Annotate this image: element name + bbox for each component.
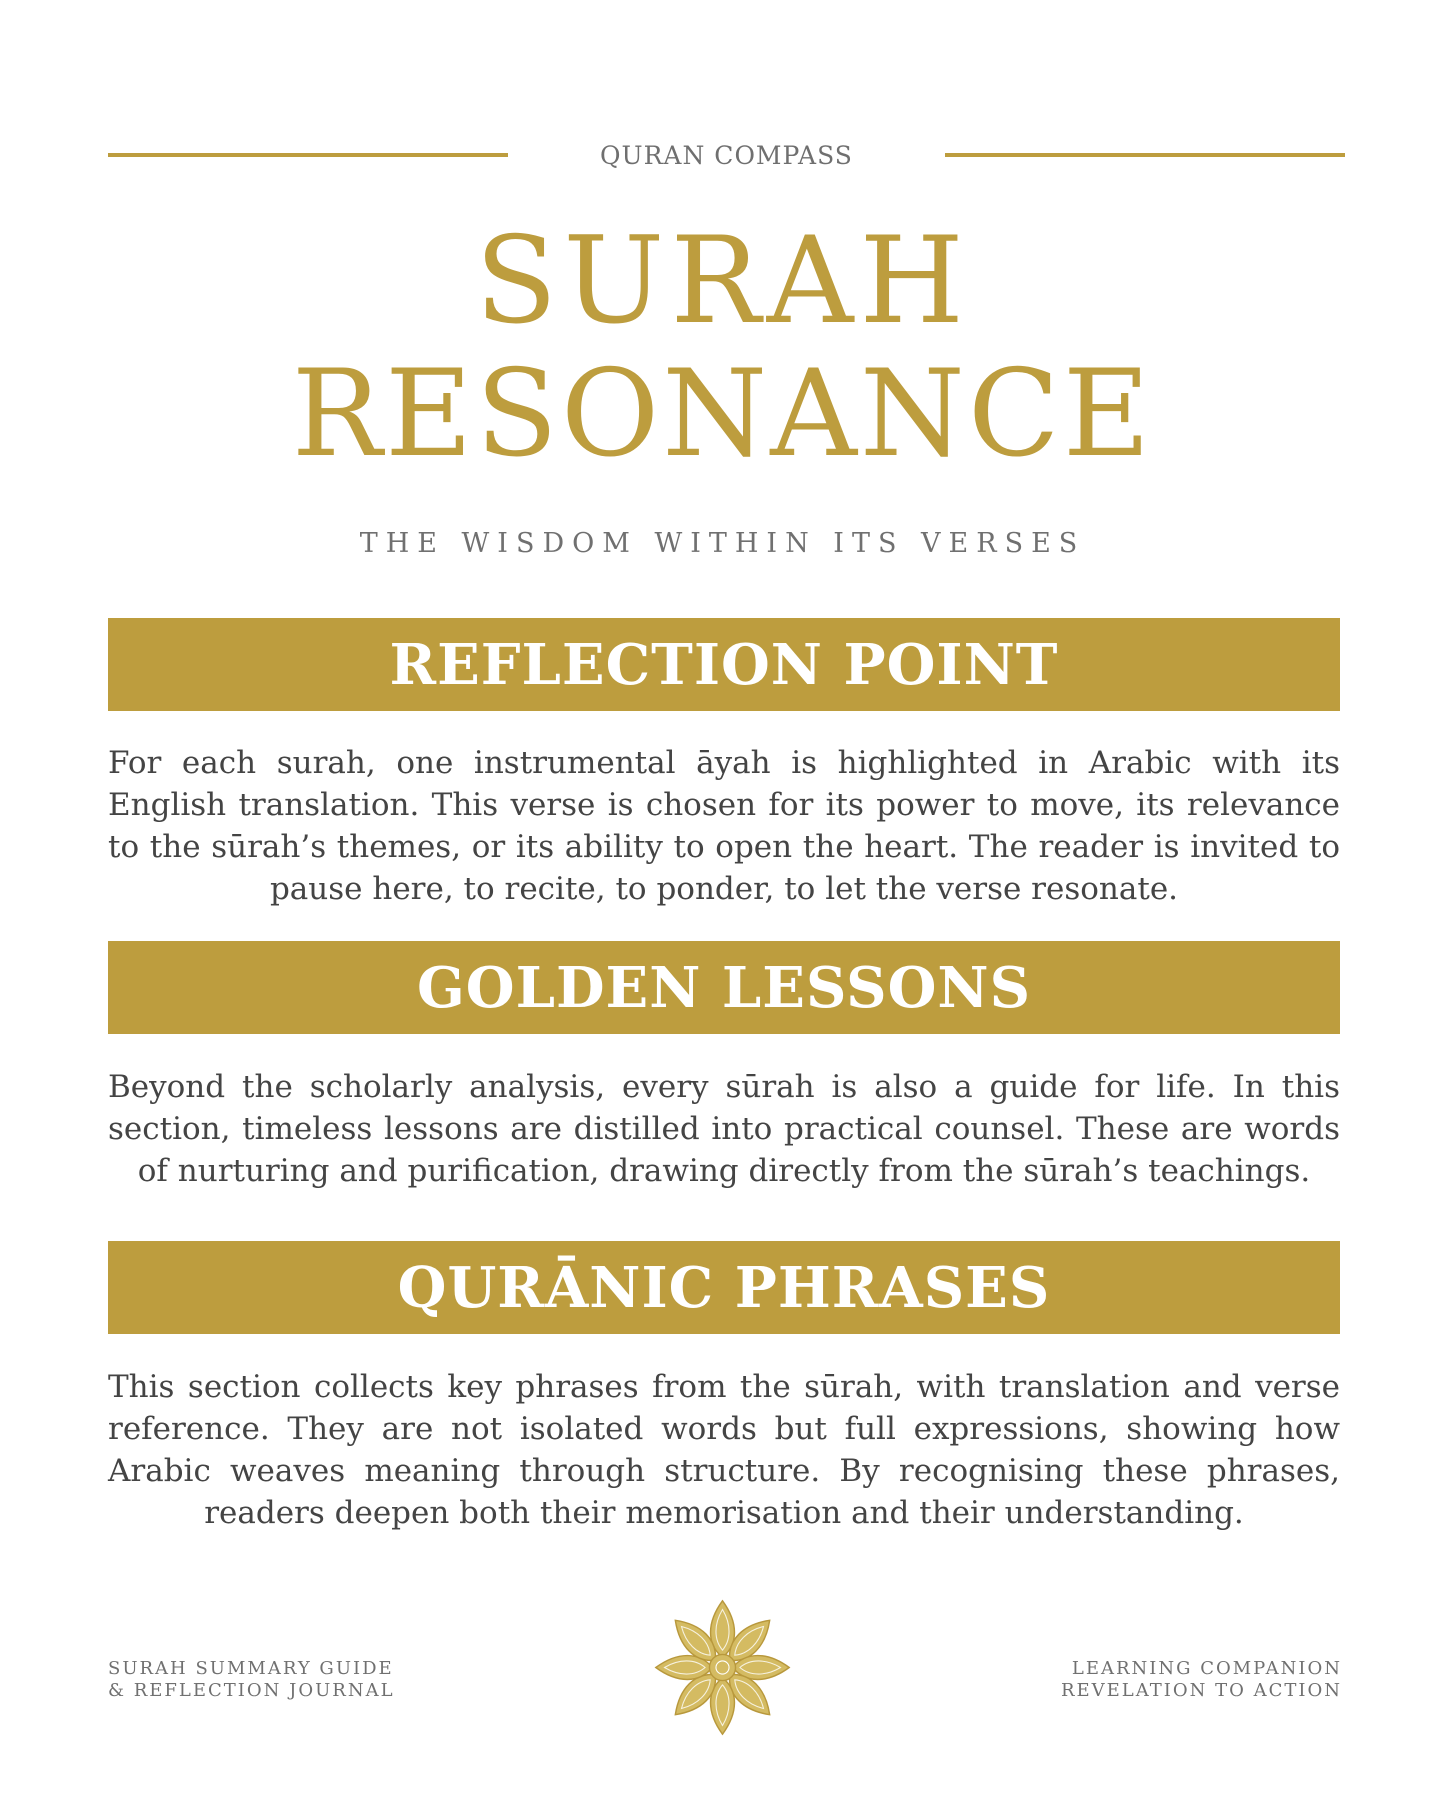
footer-left-line-1: SURAH SUMMARY GUIDE [108,1658,394,1679]
header-rule-right [945,153,1345,157]
eight-petal-flower-icon [650,1585,795,1750]
footer-left [108,1658,395,1702]
header-row [108,140,1345,170]
section-heading-quranic-phrases: QURĀNIC PHRASES [108,1241,1340,1334]
section-body-golden-lessons: Beyond the scholarly analysis, every sūrah is also a guide for life. In this section, timeless lessons are distilled into practical counsel. These are words of nurturing and purification, drawing directly from the sūrah’s teachings. [108,1069,1340,1189]
section-body-quranic-phrases: This section collects key phrases from the sūrah, with translation and verse reference. They are not isolated words but full expressions, showing how Arabic weaves meaning through structure. By recognising these phrases, readers deepen both their memorisation and their understanding. [108,1369,1340,1531]
section-heading-golden-lessons: GOLDEN LESSONS [108,941,1340,1034]
footer-right-line-2: REVELATION TO ACTION [1060,1680,1342,1701]
subtitle: THE WISDOM WITHIN ITS VERSES [359,528,1086,559]
header-rule-left [108,153,508,157]
section-body-reflection-point: For each surah, one instrumental āyah is highlighted in Arabic with its English translation. This verse is chosen for its power to move, its relevance to the sūrah’s themes, or its ability to open the heart. The reader is invited to pause here, to recite, to ponder, to let the verse resonate. [108,745,1340,907]
brand-name: QURAN COMPASS [600,140,853,170]
footer-right [1061,1658,1342,1702]
title-line-1: SURAH [475,212,970,351]
footer-left-line-2: & REFLECTION JOURNAL [108,1680,395,1701]
footer-right-line-1: LEARNING COMPANION [1071,1658,1342,1679]
title-line-2: RESONANCE [291,345,1154,484]
section-heading-reflection-point: REFLECTION POINT [108,618,1340,711]
